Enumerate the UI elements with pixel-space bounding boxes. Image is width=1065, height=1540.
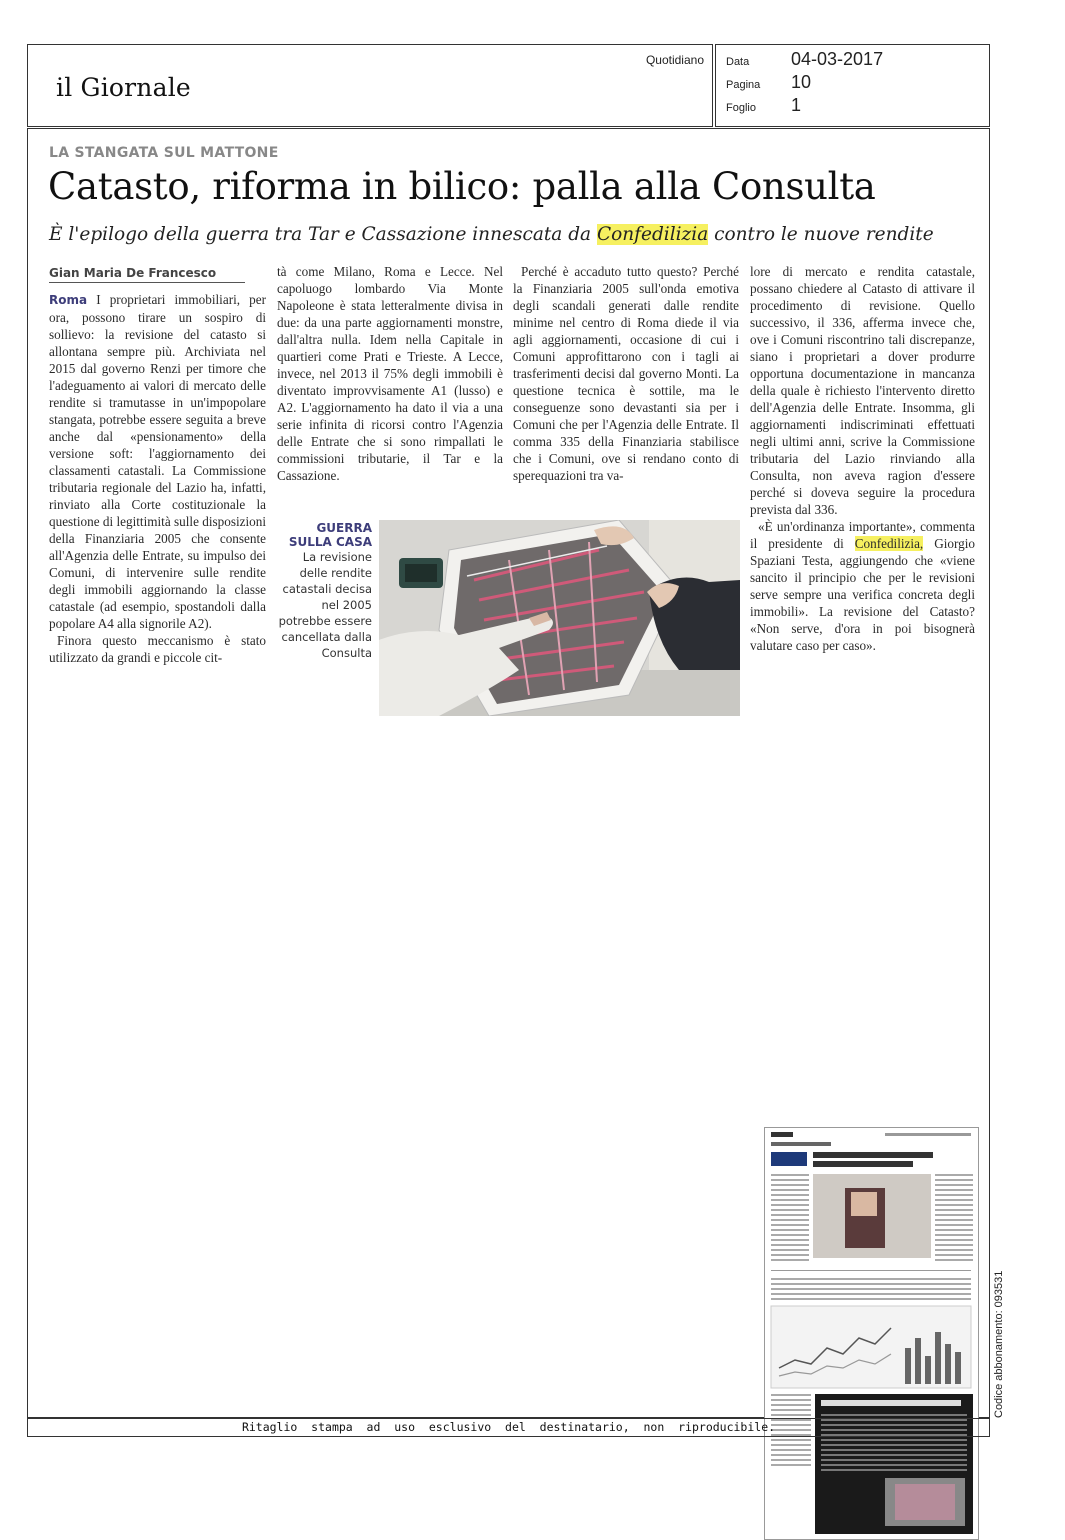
article-subhead (49, 224, 934, 245)
paragraph: Finora questo meccanismo è stato utilizzato da grandi e piccole cit- (49, 633, 266, 665)
text-column-1 (49, 291, 266, 666)
meta-row-date (726, 49, 883, 70)
meta-value: 1 (791, 95, 802, 115)
subhead-text: È l'epilogo della guerra tra Tar e Cassazione innescata da (49, 224, 597, 245)
meta-key: Foglio (726, 102, 756, 114)
paragraph (49, 291, 266, 632)
photo-illustration (379, 520, 740, 716)
masthead-box (27, 44, 713, 127)
meta-value: 04-03-2017 (791, 49, 884, 69)
paragraph: lore di mercato e rendita catastale, possano chiedere al Catasto di attivare il procedimento di revisione. Quello successivo, il 336, afferma invece che, ove i Comuni riscontrino tali discrepanze, siano i proprietari a dover produrre opportuna documentazione in mancanza della quale è richiesto l'intervento diretto dell'Agenzia delle Entrate. Insomma, gli aggiornamenti indiscriminati effettuati negli ultimi anni, scrive la Commissione tributaria del Lazio rinviando alla Consulta, non aveva ragion d'essere perché si doveva seguire la procedura prevista dal 336. (750, 264, 975, 517)
subhead-highlight: Confedilizia (596, 224, 709, 245)
newspaper-logo: il Giornale (56, 73, 191, 102)
meta-row-page (726, 72, 811, 93)
paragraph-text: «È un'ordinanza importante», commenta il presidente di (750, 519, 975, 551)
footer-box (27, 1418, 990, 1437)
paragraph-highlight: Confedilizia, (854, 536, 924, 551)
article-box (27, 128, 990, 1418)
article-kicker: LA STANGATA SUL MATTONE (49, 145, 279, 161)
subhead-text: contro le nuove rendite (708, 224, 934, 245)
paragraph (750, 518, 975, 654)
meta-key: Data (726, 56, 750, 68)
dateline: Roma (49, 293, 88, 307)
thumbnail-illustration (765, 1128, 978, 1539)
paragraph: tà come Milano, Roma e Lecce. Nel capoluogo lombardo Via Monte Napoleone è stata letteralmente divisa in due: da una parte aggiornamenti monstre, dall'altra nulla. Idem nella Capitale in quartieri come Prati e Trieste. A Lecce, invece, nel 2013 il 75% degli immobili è diventato improvvisamente A1 (lusso) e A2. L'aggiornamento ha dato il via a una serie infinita di ricorsi contro l'Agenzia delle Entrate che si sono rimpallati le commissioni tributarie, il Tar e la Cassazione. (277, 264, 503, 483)
text-column-2 (277, 263, 503, 484)
text-column-4 (750, 263, 975, 654)
meta-value: 10 (791, 72, 812, 92)
article-photo (379, 520, 740, 716)
text-column-3 (513, 263, 739, 484)
subscription-code: Codice abbonamento: 093531 (993, 1270, 1005, 1418)
paragraph: Perché è accaduto tutto questo? Perché la Finanziaria 2005 sull'onda emotiva degli scandali generati dalle rendite minime nel centro di Roma diede il via agli aggiornamenti, occasione di cui i Comuni approfittarono con i tagli ai trasferimenti decisi dal governo Monti. La questione tecnica è sottile, ma le conseguenze sono devastanti sia per i Comuni che per l'Agenzia delle Entrate. Il comma 335 della Finanziaria stabilisce che i Comuni, ove si rendano conto di sperequazioni tra va- (513, 264, 739, 483)
caption-title: GUERRA SULLA CASA (288, 521, 372, 549)
meta-row-sheet (726, 95, 801, 116)
article-headline: Catasto, riforma in bilico: palla alla Consulta (48, 165, 876, 208)
paragraph-text: I proprietari immobiliari, per ora, possono tirare un sospiro di sollievo: la revisione del catasto si allontana sempre più. Archiviata nel 2015 dal governo Renzi per timore che l'adeguamento ai valori di mercato delle rendite si tramutasse in un'impopolare stangata, potrebbe essere seguita a breve anche dal «pensionamento» della versione soft: l'aggiornamento dei classamenti catastali. La Commissione tributaria regionale del Lazio ha, infatti, rinviato alla Corte costituzionale la questione di legittimità sulle disposizioni della Finanziaria 2005 che consente all'Agenzia delle Entrate, su impulso dei Comuni, di intervenire sulle rendite degli immobili aggiornando la classe catastale (ad esempio, spostandoli dalla popolare A4 alla signorile A2). (49, 292, 266, 631)
metadata-box (715, 44, 990, 127)
page-thumbnail (764, 1127, 979, 1540)
caption-body: La revisione delle rendite catastali decisa nel 2005 potrebbe essere cancellata dalla Consulta (278, 550, 372, 660)
paragraph-text: Giorgio Spaziani Testa, aggiungendo che «viene sancito il principio che per le revisioni serve sempre una verifica concreta degli immobili». La revisione del Catasto? «Non serve, d'ora in poi bisognerà valutare caso per caso». (750, 536, 975, 653)
footer-notice: Ritaglio stampa ad uso esclusivo del destinatario, non riproducibile. (241, 1420, 776, 1434)
article-byline: Gian Maria De Francesco (49, 266, 245, 283)
publication-type: Quotidiano (645, 53, 704, 67)
meta-key: Pagina (726, 79, 761, 91)
